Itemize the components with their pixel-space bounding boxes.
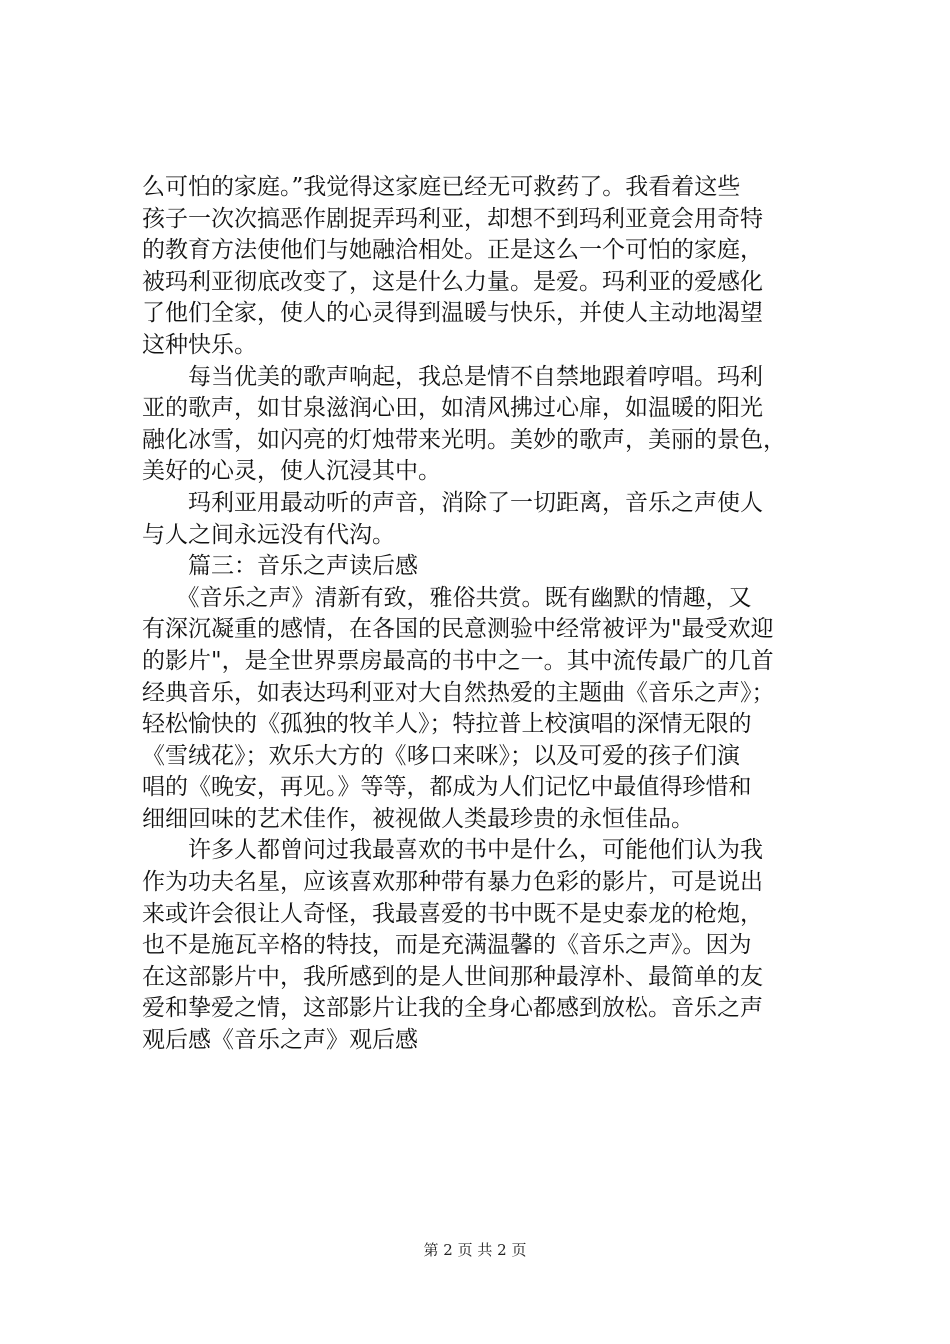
text-line: 每当优美的歌声响起，我总是情不自禁地跟着哼唱。玛利 <box>142 363 763 390</box>
text-line: 《音乐之声》清新有致，雅俗共赏。既有幽默的情趣，又 <box>142 584 752 611</box>
text-line: 许多人都曾问过我最喜欢的书中是什么，可能他们认为我 <box>142 837 763 864</box>
text-line: 《雪绒花》；欢乐大方的《哆口来咪》；以及可爱的孩子们演 <box>142 742 740 769</box>
text-line: 融化冰雪，如闪亮的灯烛带来光明。美妙的歌声，美丽的景色， <box>142 426 786 453</box>
text-line: 在这部影片中，我所感到的是人世间那种最淳朴、最简单的友 <box>142 963 763 990</box>
text-line: 作为功夫名星，应该喜欢那种带有暴力色彩的影片，可是说出 <box>142 869 763 896</box>
text-line: 观后感《音乐之声》观后感 <box>142 1027 418 1054</box>
text-line: 也不是施瓦辛格的特技，而是充满温馨的《音乐之声》。因为 <box>142 932 752 959</box>
text-line: 来或许会很让人奇怪，我最喜爱的书中既不是史泰龙的枪炮， <box>142 900 763 927</box>
text-line: 孩子一次次搞恶作剧捉弄玛利亚，却想不到玛利亚竟会用奇特 <box>142 205 763 232</box>
text-line: 的教育方法使他们与她融洽相处。正是这么一个可怕的家庭， <box>142 237 763 264</box>
body-text <box>142 172 832 1057</box>
text-line: 的影片"，是全世界票房最高的书中之一。其中流传最广的几首 <box>142 647 774 674</box>
text-line: 有深沉凝重的感情，在各国的民意测验中经常被评为"最受欢迎 <box>142 616 774 643</box>
page-number-footer: 第 2 页 共 2 页 <box>423 1241 527 1259</box>
text-line: 亚的歌声，如甘泉滋润心田，如清风拂过心扉，如温暖的阳光 <box>142 395 763 422</box>
text-line: 么可怕的家庭。”我觉得这家庭已经无可救药了。我看着这些 <box>142 174 741 200</box>
text-line: 细细回味的艺术佳作，被视做人类最珍贵的永恒佳品。 <box>142 805 694 832</box>
text-line: 唱的《晚安，再见。》等等，都成为人们记忆中最值得珍惜和 <box>142 774 752 801</box>
text-line: 美好的心灵，使人沉浸其中。 <box>142 458 441 485</box>
text-line: 轻松愉快的《孤独的牧羊人》；特拉普上校演唱的深情无限的 <box>142 711 752 738</box>
text-line: 经典音乐，如表达玛利亚对大自然热爱的主题曲《音乐之声》； <box>142 679 775 706</box>
text-line: 被玛利亚彻底改变了，这是什么力量。是爱。玛利亚的爱感化 <box>142 268 763 295</box>
section-heading: 篇三：音乐之声读后感 <box>142 553 418 580</box>
text-line: 爱和挚爱之情，这部影片让我的全身心都感到放松。音乐之声 <box>142 995 763 1022</box>
text-line: 玛利亚用最动听的声音，消除了一切距离，音乐之声使人 <box>142 489 763 516</box>
text-line: 这种快乐。 <box>142 331 257 358</box>
text-line: 与人之间永远没有代沟。 <box>142 521 395 548</box>
text-line: 了他们全家，使人的心灵得到温暖与快乐，并使人主动地渴望 <box>142 300 763 327</box>
